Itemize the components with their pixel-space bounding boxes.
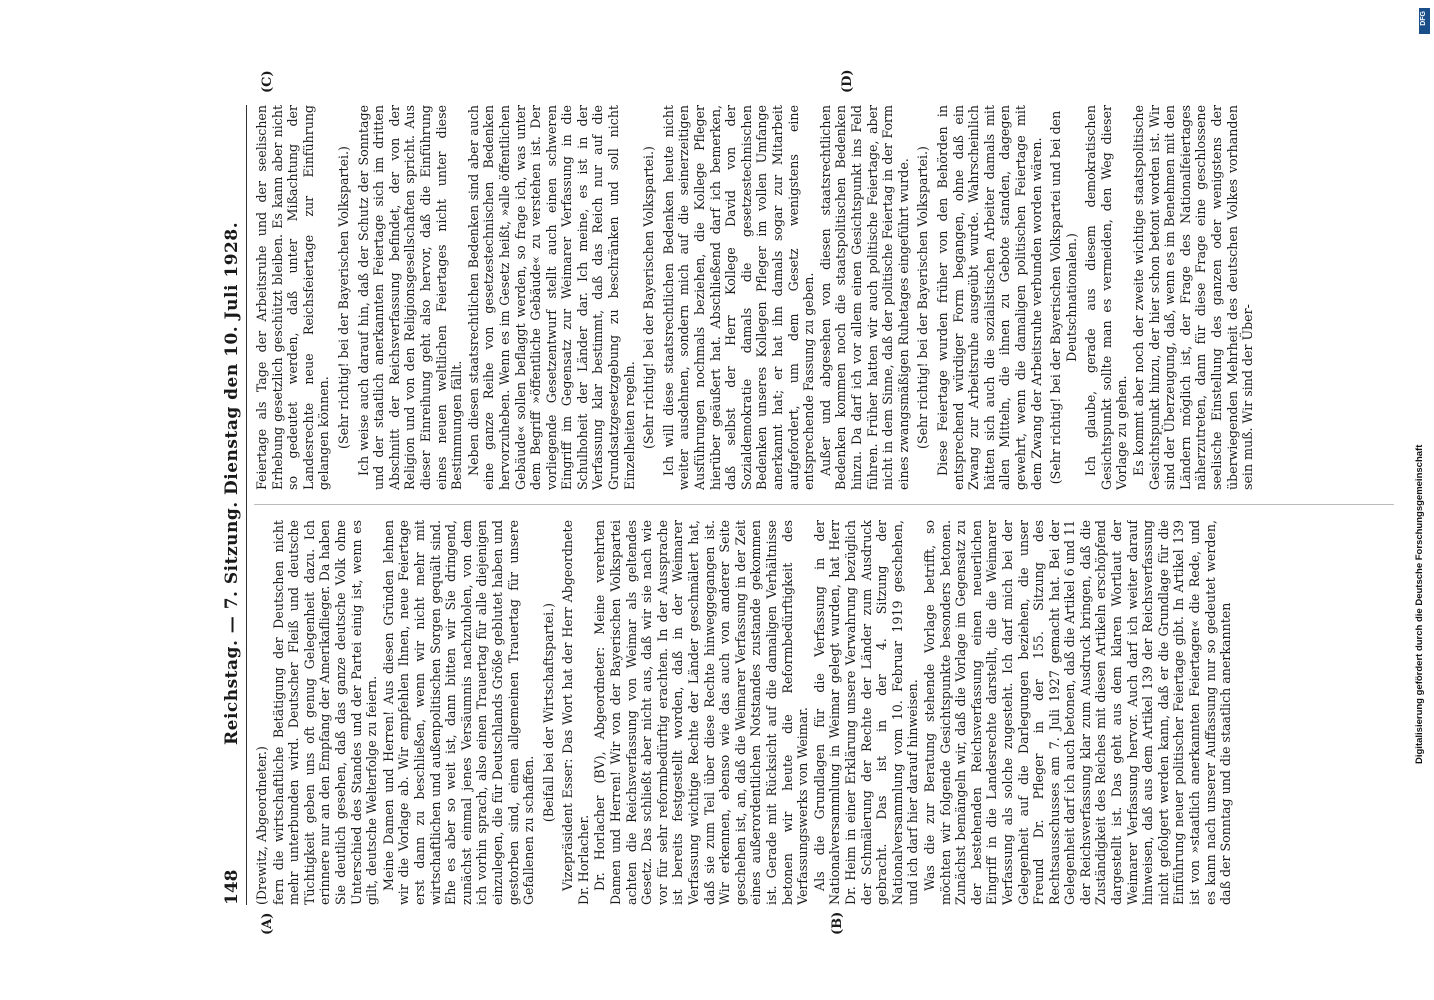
paragraph: fern die wirtschaftliche Betätigung der Deutschen nicht mehr unterbunden wird. Deutscher Fleiß und deutsche Tüchtigkeit geben uns oft genug Gelegenheit dazu. Ich erinnere nur an den Empfang der Amerikaflieger. Da haben Sie deutlich gesehen, daß das ganze deutsche Volk ohne Unterschied des Standes und der Partei einig ist, wenn es gilt, deutsche Welterfolge zu feiern. <box>270 520 380 905</box>
paragraph: Meine Damen und Herren! Aus diesen Gründen lehnen wir die Vorlage ab. Wir empfehlen Ihnen, neue Feiertage erst dann zu beschließen, wenn wir nicht mehr mit wirtschaftlichen und außenpolitischen Sorgen gequält sind. Ehe es aber so weit ist, dann bitten wir Sie dringend, zunächst einmal jenes Versäumnis nachzuholen, von dem ich vorhin sprach, also einen Trauertag für alle diejenigen einzulegen, die für Deutschlands Größe geblutet haben und gestorben sind, einen allgemeinen Trauertag für unsere Gefallenen zu schaffen. <box>380 520 537 905</box>
paragraph: (Sehr richtig! bei der Bayerischen Volkspartei.) <box>915 146 931 449</box>
paragraph: Ich glaube, gerade aus diesem demokratischen Gesichtspunkt sollte man es vermeiden, den Weg dieser Vorlage zu gehen. <box>1083 105 1130 490</box>
page-header <box>220 105 247 905</box>
paragraph: (Sehr richtig! bei der Bayerischen Volkspartei und bei den Deutschnationalen.) <box>1048 110 1079 485</box>
paragraph: (Beifall bei der Wirtschaftspartei.) <box>540 602 556 823</box>
scanned-page <box>110 0 1410 1000</box>
paragraph: Was die zur Beratung stehende Vorlage betrifft, so möchten wir folgende Gesichtspunkte besonders betonen. Zunächst bemängeln wir, daß die Vorlage im Gegensatz zu der bestehenden Reichsverfassung einen neuerlichen Eingriff in die Landesrechte darstellt, die die Weimarer Verfassung als solche zugesteht. Ich darf mich bei der Gelegenheit auf die Darlegungen beziehen, die unser Freund Dr. Pfleger in der 155. Sitzung des Rechtsausschusses am 7. Juli 1927 gemacht hat. Bei der Gelegenheit darf ich auch betonen, daß die Artikel 6 und 11 der Reichsverfassung klar zum Ausdruck bringen, daß die Zuständigkeit des Reiches mit diesen Artikeln erschöpfend dargestellt ist. Das geht aus dem klaren Wortlaut der Weimarer Verfassung hervor. Auch darf ich weiter darauf hinweisen, daß aus dem Artikel 139 der Reichsverfassung nicht gefolgert werden kann, daß er die Grundlage für die Einführung neuer politischer Feiertage gibt. In Artikel 139 ist von »staatlich anerkannten Feiertagen« die Rede, und es kann nach unserer Auffassung nur so gedeutet werden, daß der Sonntag und die staatlich anerkannten <box>921 520 1234 905</box>
paragraph: Diese Feiertage wurden früher von den Behörden in entsprechend würdiger Form begangen, ohne daß ein Zwang zur Arbeitsruhe ausgeübt wurde. Wahrscheinlich hätten sich auch die sozialistischen Arbeiter damals mit allen Mitteln, die ihnen zu Gebote standen, dagegen gewehrt, wenn die damaligen politischen Feiertage mit dem Zwang der Arbeitsruhe verbunden worden wären. <box>934 105 1044 490</box>
paragraph: Neben diesen staatsrechtlichen Bedenken sind aber auch eine ganze Reihe von gesetzestechnischen Bedenken hervorzuheben. Wenn es im Gesetz heißt, »alle öffentlichen Gebäude« sollen beflaggt werden, so frage ich, was unter dem Begriff »öffentliche Gebäude« zu verstehen ist. Der vorliegende Gesetzentwurf stellt auch einen schweren Eingriff im Gegensatz zur Weimarer Verfassung in die Schulhoheit der Länder dar. Ich meine, es ist in der Verfassung klar bestimmt, daß das Reich nur auf die Grundsatzgesetzgebung zu beschränken und soll nicht Einzelheiten regeln. <box>465 105 637 490</box>
page-content <box>220 69 1405 935</box>
dfg-logo-text: DFG <box>1420 11 1427 26</box>
margin-marker-c: (C) <box>260 70 275 93</box>
margin-marker-a: (A) <box>260 912 275 935</box>
paragraph: Es kommt aber noch der zweite wichtige staatspolitische Gesichtspunkt hinzu, der hier schon betont worden ist. Wir sind der Überzeugung, daß, wenn es im Benehmen mit den Ländern möglich ist, der Frage des Nationalfeiertages näherzutreten, dann für diese Frage eine geschlossene seelische Einstellung des ganzen oder wenigstens der überwiegenden Mehrheit des deutschen Volkes vorhanden sein muß. Wir sind der Über- <box>1131 105 1256 490</box>
paragraph: (Drewitz, Abgeordneter.) <box>254 746 269 905</box>
paragraph: Dr. Horlacher (BV), Abgeordneter: Meine verehrten Damen und Herren! Wir von der Bayerischen Volkspartei achten die Reichsverfassung von Weimar als geltendes Gesetz. Das schließt aber nicht aus, daß wir sie nach wie vor für sehr reformbedürftig erachten. In der Aussprache ist bereits festgestellt worden, daß in der Weimarer Verfassung wichtige Rechte der Länder geschmälert hat, daß sie zum Teil über diese Rechte hinweggegangen ist. Wir erkennen, ebenso wie das auch von anderer Seite geschehen ist, an, daß die Weimarer Verfassung in der Zeit eines außerordentlichen Notstandes zustande gekommen ist. Gerade mit Rücksicht auf die damaligen Verhältnisse betonen wir heute die Reformbedürftigkeit des Verfassungswerks von Weimar. <box>592 520 811 905</box>
digitization-notice <box>1414 8 1430 988</box>
paragraph: Als die Grundlagen für die Verfassung in der Nationalversammlung in Weimar gelegt wurden, hat Herr Dr. Heim in einer Erklärung unsere Verwahrung bezüglich der Schmälerung der Rechte der Länder zum Ausdruck gebracht. Das ist in der 4. Sitzung der Nationalversammlung vom 10. Februar 1919 geschehen, und ich darf hier darauf hinweisen. <box>811 520 921 905</box>
paragraph: Vizepräsident Esser: Das Wort hat der Herr Abgeordnete Dr. Horlacher. <box>560 520 591 905</box>
paragraph: (Sehr richtig! bei der Bayerischen Volkspartei.) <box>641 146 657 449</box>
page-number: 148 <box>222 869 242 905</box>
right-column <box>254 105 1394 490</box>
paragraph: Ich weise auch darauf hin, daß der Schutz der Sonntage und der staatlich anerkannten Feiertage sich im dritten Abschnitt der Reichsverfassung befindet, der von der Religion und von den Religionsgesellschaften spricht. Aus dieser Einreihung geht also hervor, daß die Einführung eines neuen weltlichen Feiertages nicht unter diese Bestimmungen fällt. <box>355 105 465 490</box>
paragraph: Feiertage als Tage der Arbeitsruhe und der seelischen Erhebung gesetzlich geschützt bleiben. Es kann aber nicht so gedeutet werden, daß unter Mißachtung der Landesrechte neue Reichsfeiertage zur Einführung gelangen können. <box>254 105 332 490</box>
digitization-notice-text: Digitalisierung gefördert durch die Deutsche Forschungsgemeinschaft <box>1414 444 1425 764</box>
margin-marker-d: (D) <box>840 69 855 93</box>
column-divider <box>254 504 1394 505</box>
paragraph: (Sehr richtig! bei der Bayerischen Volkspartei.) <box>335 146 351 449</box>
paragraph: Ich will diese staatsrechtlichen Bedenken heute nicht weiter ausdehnen, sondern mich auf die seinerzeitigen Ausführungen nochmals beziehen, die Kollege Pfleger hierüber geäußert hat. Abschließend darf ich bemerken, daß selbst der Herr Kollege David von der Sozialdemokratie damals die gesetzestechnischen Bedenken unseres Kollegen Pfleger im vollen Umfange anerkannt hat; er hat ihn damals sogar zur Mitarbeit aufgefordert, um dem Gesetz wenigstens eine entsprechende Fassung zu geben. <box>660 105 817 490</box>
left-column <box>254 520 1394 905</box>
running-title: Reichstag. — 7. Sitzung. Dienstag den 10. Juli 1928. <box>222 221 242 745</box>
paragraph: Außer und abgesehen von diesen staatsrechtlichen Bedenken kommen noch die staatspolitischen Bedenken hinzu. Da darf ich vor allem einen Gesichtspunkt ins Feld führen. Früher hatten wir auch politische Feiertage, aber nicht in dem Sinne, daß der politische Feiertag in der Form eines zwangsmäßigen Ruhetages eingeführt wurde. <box>817 105 911 490</box>
margin-marker-b: (B) <box>830 911 845 935</box>
